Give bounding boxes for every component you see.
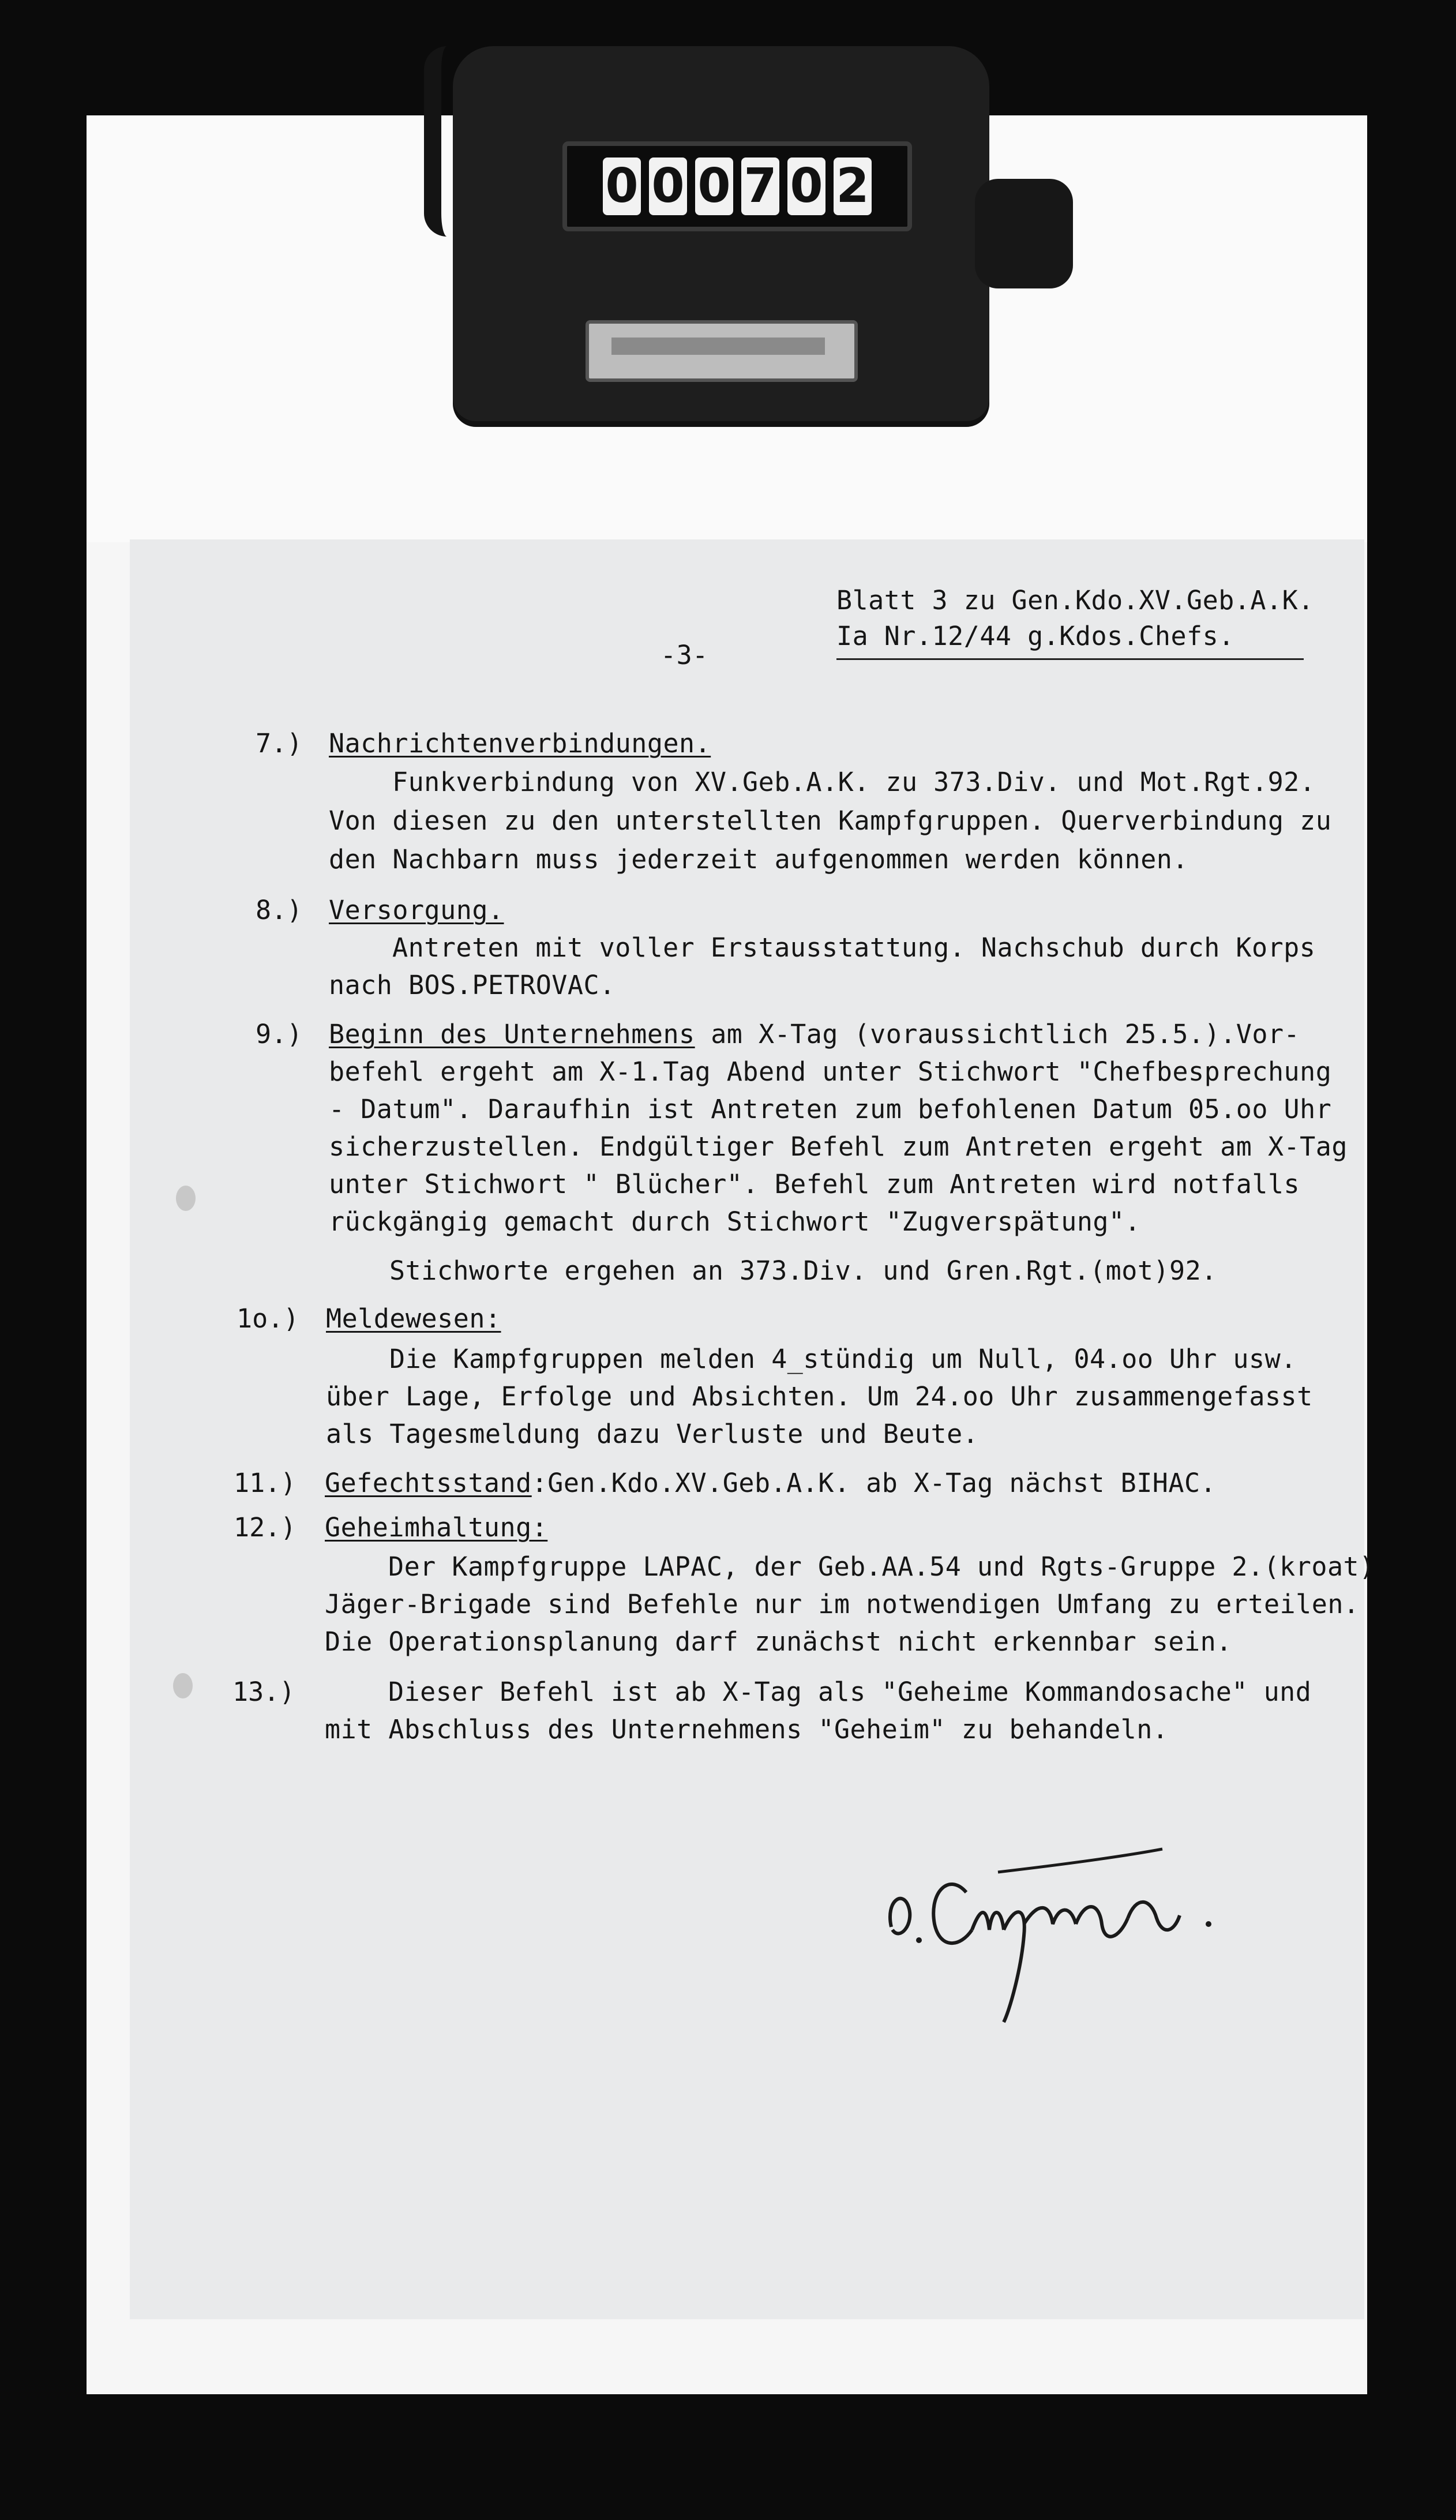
body-line: Funkverbindung von XV.Geb.A.K. zu 373.Div. und Mot.Rgt.92. <box>392 767 1316 797</box>
section-first-line <box>329 1014 1300 1055</box>
body-line: Jäger-Brigade sind Befehle nur im notwendigen Umfang zu erteilen. <box>325 1589 1360 1619</box>
body-line: - Datum". Daraufhin ist Antreten zum befohlenen Datum 05.oo Uhr <box>329 1094 1332 1124</box>
reference-line-1: Blatt 3 zu Gen.Kdo.XV.Geb.A.K. <box>836 585 1314 616</box>
section-number: 13.) <box>232 1677 295 1707</box>
counter-digit: 2 <box>834 158 872 215</box>
body-line: über Lage, Erfolge und Absichten. Um 24.oo Uhr zusammengefasst <box>326 1381 1313 1412</box>
section-number: 11.) <box>234 1468 297 1498</box>
body-text: am X-Tag (voraussichtlich 25.5.).Vor- <box>695 1019 1300 1049</box>
counter-digit: 0 <box>787 158 825 215</box>
body-line: Die Operationsplanung darf zunächst nicht erkennbar sein. <box>325 1626 1232 1657</box>
section-heading: Gefechtsstand <box>325 1468 532 1498</box>
section-number: 1o.) <box>237 1303 299 1334</box>
counter-nameplate-label <box>611 337 825 355</box>
counter-digit: 0 <box>603 158 641 215</box>
body-line: Stichworte ergehen an 373.Div. und Gren.Rgt.(mot)92. <box>389 1255 1217 1286</box>
section-heading: Geheimhaltung: <box>325 1512 548 1543</box>
section-heading: Nachrichtenverbindungen. <box>329 728 711 759</box>
page-number: -3- <box>661 640 708 670</box>
body-line: befehl ergeht am X-1.Tag Abend unter Stichwort "Chefbesprechung <box>329 1056 1332 1087</box>
body-line: nach BOS.PETROVAC. <box>329 970 616 1000</box>
punch-hole <box>176 1186 196 1211</box>
section-heading: Beginn des Unternehmens <box>329 1019 695 1049</box>
section-number: 7.) <box>256 728 303 759</box>
section-first-line <box>325 1462 1216 1504</box>
body-line: Dieser Befehl ist ab X-Tag als "Geheime Kommandosache" und <box>388 1677 1312 1707</box>
section-heading: Meldewesen: <box>326 1303 501 1334</box>
counter-display <box>562 141 912 231</box>
body-line: den Nachbarn muss jederzeit aufgenommen werden können. <box>329 844 1188 875</box>
document-page <box>130 539 1375 2319</box>
body-text: :Gen.Kdo.XV.Geb.A.K. ab X-Tag nächst BIHAC. <box>531 1468 1217 1498</box>
body-line: mit Abschluss des Unternehmens "Geheim" zu behandeln. <box>325 1714 1169 1745</box>
section-heading: Versorgung. <box>329 895 504 925</box>
counter-digit: 0 <box>649 158 687 215</box>
body-line: Von diesen zu den unterstellten Kampfgruppen. Querverbindung zu <box>329 805 1332 836</box>
counter-knob <box>975 179 1073 288</box>
body-line: sicherzustellen. Endgültiger Befehl zum Antreten ergeht am X-Tag <box>329 1131 1348 1162</box>
section-number: 8.) <box>256 895 303 925</box>
body-line: als Tagesmeldung dazu Verluste und Beute. <box>326 1419 979 1449</box>
body-line: Antreten mit voller Erstausstattung. Nachschub durch Korps <box>392 932 1316 963</box>
punch-hole <box>173 1673 193 1698</box>
body-line: Der Kampfgruppe LAPAC, der Geb.AA.54 und Rgts-Gruppe 2.(kroat) <box>388 1551 1375 1582</box>
body-line: unter Stichwort " Blücher". Befehl zum Antreten wird notfalls <box>329 1169 1300 1199</box>
body-line: rückgängig gemacht durch Stichwort "Zugverspätung". <box>329 1206 1141 1237</box>
section-number: 12.) <box>234 1512 297 1543</box>
body-line: Die Kampfgruppen melden 4_stündig um Null, 04.oo Uhr usw. <box>389 1344 1297 1374</box>
counter-digit: 7 <box>741 158 779 215</box>
handwritten-signature <box>885 1837 1243 2028</box>
reference-line-2: Ia Nr.12/44 g.Kdos.Chefs. <box>836 616 1304 660</box>
counter-digit: 0 <box>695 158 733 215</box>
section-number: 9.) <box>256 1019 303 1049</box>
